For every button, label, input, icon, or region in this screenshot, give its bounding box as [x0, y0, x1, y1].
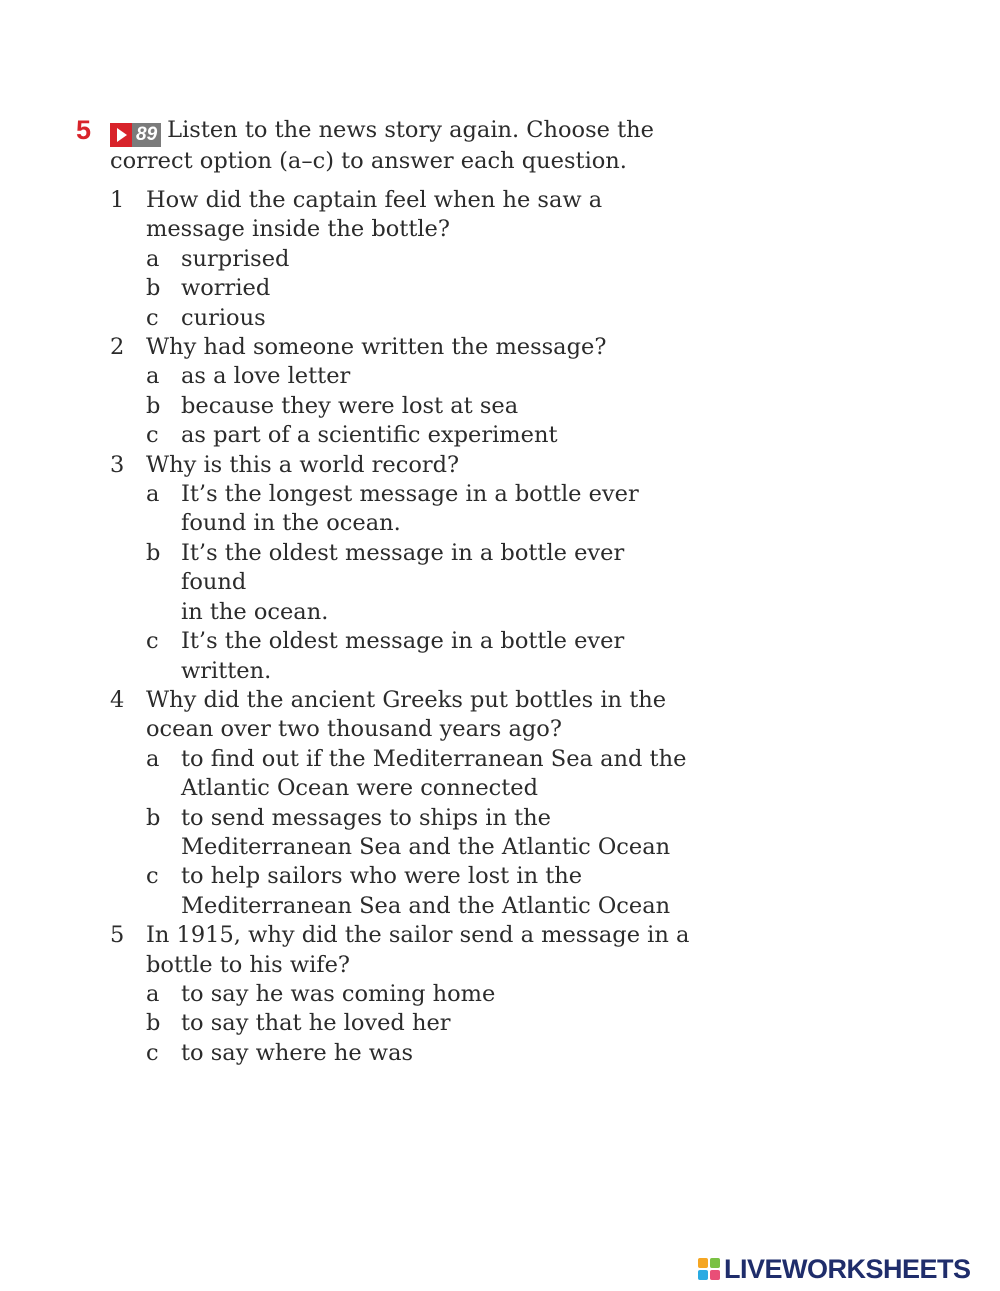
- play-icon[interactable]: [110, 123, 132, 147]
- logo-square-icon: [698, 1270, 708, 1280]
- option-letter: b: [146, 275, 161, 302]
- question-4: [76, 686, 696, 921]
- option-text-line: Mediterranean Sea and the Atlantic Ocean: [181, 833, 671, 860]
- option-list: [146, 745, 696, 921]
- liveworksheets-logo: [698, 1254, 971, 1284]
- option-letter: a: [146, 363, 160, 390]
- question-number: 1: [110, 187, 125, 213]
- question-text-line: Why is this a world record?: [146, 451, 460, 478]
- option-letter: b: [146, 539, 161, 566]
- option-text-line: to say where he was: [181, 1039, 414, 1066]
- option-b[interactable]: [146, 539, 696, 627]
- question-text-line: How did the captain feel when he saw a: [146, 187, 603, 213]
- option-text-line: to help sailors who were lost in the: [181, 863, 583, 890]
- option-text-line: as part of a scientific experiment: [181, 422, 558, 449]
- option-text-line: curious: [181, 304, 266, 331]
- question-list: [76, 186, 696, 1068]
- option-text-line: It’s the oldest message in a bottle ever: [181, 628, 625, 655]
- option-list: [146, 480, 696, 686]
- question-number: 2: [110, 334, 125, 361]
- option-a[interactable]: [146, 480, 696, 539]
- option-text-line: to find out if the Mediterranean Sea and the: [181, 745, 687, 772]
- option-list: [146, 362, 696, 450]
- option-b[interactable]: [146, 392, 696, 421]
- option-letter: b: [146, 392, 161, 419]
- question-number: 5: [110, 922, 125, 949]
- option-letter: c: [146, 1039, 159, 1066]
- logo-square-icon: [710, 1270, 720, 1280]
- option-text-line: worried: [181, 275, 271, 302]
- option-c[interactable]: [146, 627, 696, 686]
- option-c[interactable]: [146, 1039, 696, 1068]
- question-number: 3: [110, 451, 125, 478]
- question-text: [146, 451, 696, 480]
- question-number: 4: [110, 686, 125, 713]
- option-text-line: to say he was coming home: [181, 980, 496, 1007]
- instruction-line-2: correct option (a–c) to answer each question.: [110, 148, 627, 174]
- question-text-line: ocean over two thousand years ago?: [146, 716, 562, 743]
- option-list: [146, 245, 696, 333]
- question-text: [146, 333, 696, 362]
- option-a[interactable]: [146, 745, 696, 804]
- question-1: [76, 186, 696, 333]
- question-text-line: bottle to his wife?: [146, 951, 350, 978]
- logo-square-icon: [698, 1258, 708, 1268]
- question-text-line: Why did the ancient Greeks put bottles in the: [146, 686, 667, 713]
- option-text-line: surprised: [181, 245, 290, 272]
- option-letter: a: [146, 745, 160, 772]
- question-2: [76, 333, 696, 451]
- option-letter: b: [146, 804, 161, 831]
- audio-track-badge[interactable]: [110, 123, 161, 147]
- question-text-line: Why had someone written the message?: [146, 334, 607, 361]
- option-text-line: It’s the longest message in a bottle ever: [181, 481, 639, 508]
- exercise-number: 5: [76, 115, 92, 145]
- exercise-header: [76, 116, 696, 176]
- instruction-line-1: Listen to the news story again. Choose the: [167, 117, 654, 143]
- option-c[interactable]: [146, 421, 696, 450]
- question-text-line: In 1915, why did the sailor send a message in a: [146, 922, 690, 949]
- option-text-line: written.: [181, 657, 272, 684]
- option-text-line: to send messages to ships in the: [181, 804, 551, 831]
- option-text-line: found in the ocean.: [181, 510, 401, 537]
- option-c[interactable]: [146, 862, 696, 921]
- option-text-line: to say that he loved her: [181, 1010, 451, 1037]
- logo-text: LIVEWORKSHEETS: [724, 1253, 971, 1284]
- question-5: [76, 921, 696, 1068]
- option-letter: c: [146, 628, 159, 655]
- option-b[interactable]: [146, 804, 696, 863]
- option-b[interactable]: [146, 1009, 696, 1038]
- logo-mark-icon: [698, 1258, 720, 1280]
- option-text-line: in the ocean.: [181, 598, 329, 625]
- exercise-5: [76, 116, 696, 1068]
- question-text: [146, 686, 696, 745]
- option-text-line: Mediterranean Sea and the Atlantic Ocean: [181, 892, 671, 919]
- option-text-line: as a love letter: [181, 363, 351, 390]
- question-3: [76, 451, 696, 686]
- option-letter: a: [146, 481, 160, 508]
- option-text-line: It’s the oldest message in a bottle ever found: [181, 539, 625, 596]
- option-list: [146, 980, 696, 1068]
- option-c[interactable]: [146, 304, 696, 333]
- option-letter: a: [146, 980, 160, 1007]
- option-b[interactable]: [146, 274, 696, 303]
- option-letter: c: [146, 422, 159, 449]
- option-letter: b: [146, 1010, 161, 1037]
- option-text-line: because they were lost at sea: [181, 392, 519, 419]
- question-text: [146, 186, 696, 245]
- option-letter: a: [146, 245, 160, 272]
- option-a[interactable]: [146, 980, 696, 1009]
- question-text-line: message inside the bottle?: [146, 216, 450, 243]
- option-text-line: Atlantic Ocean were connected: [181, 775, 539, 802]
- question-text: [146, 921, 696, 980]
- option-letter: c: [146, 304, 159, 331]
- option-a[interactable]: [146, 362, 696, 391]
- option-a[interactable]: [146, 245, 696, 274]
- option-letter: c: [146, 863, 159, 890]
- track-number: 89: [132, 123, 161, 147]
- logo-square-icon: [710, 1258, 720, 1268]
